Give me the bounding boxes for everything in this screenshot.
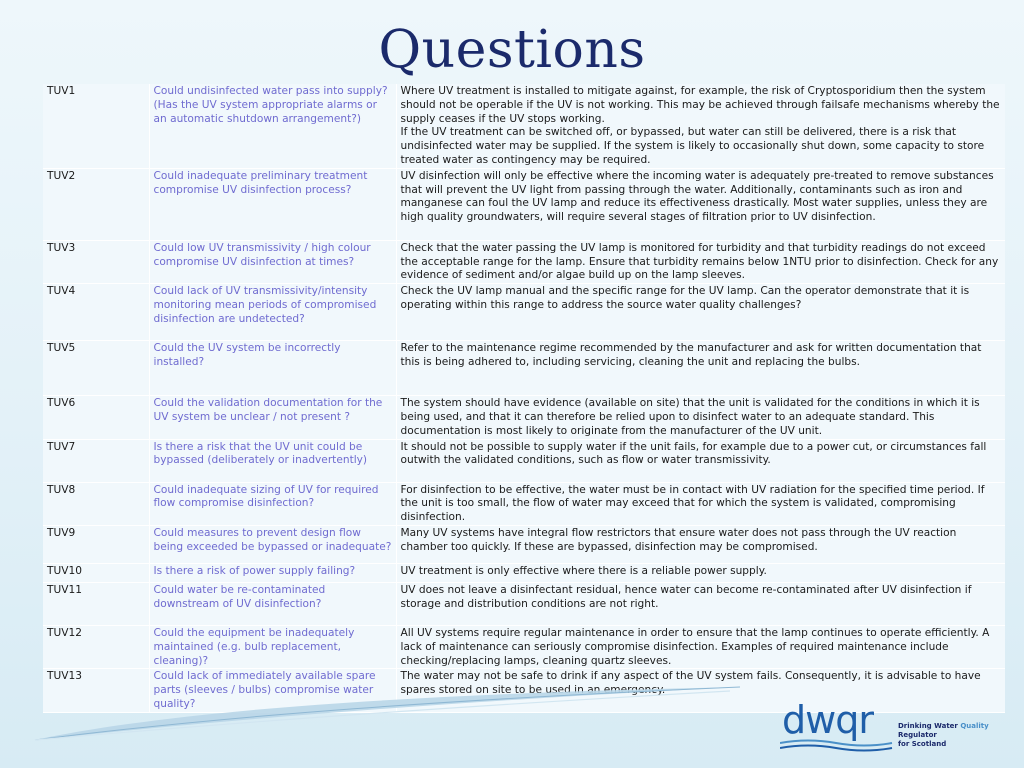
row-question: Could undisinfected water pass into supply? (Has the UV system appropriate alarms or an automatic shutdown arrangement?) — [149, 84, 396, 168]
row-question: Is there a risk that the UV unit could be bypassed (deliberately or inadvertently) — [149, 439, 396, 482]
row-answer: Refer to the maintenance regime recommended by the manufacturer and ask for written documentation that this is being adhered to, including servicing, cleaning the unit and replacing the bulbs. — [396, 341, 1005, 396]
logo-caption — [898, 722, 1010, 749]
row-question: Could inadequate preliminary treatment compromise UV disinfection process? — [149, 168, 396, 240]
row-question: Could low UV transmissivity / high colour compromise UV disinfection at times? — [149, 240, 396, 283]
row-answer: For disinfection to be effective, the water must be in contact with UV radiation for the specified time period. If the unit is too small, the flow of water may exceed that for which the system is validated, compromising disinfection. — [396, 482, 1005, 525]
row-question: Could measures to prevent design flow being exceeded be bypassed or inadequate? — [149, 525, 396, 563]
questions-table — [43, 84, 1005, 713]
page-title: Questions — [378, 20, 646, 80]
row-id: TUV8 — [43, 482, 149, 525]
row-id: TUV9 — [43, 525, 149, 563]
row-question: Could water be re-contaminated downstream of UV disinfection? — [149, 582, 396, 625]
row-question: Could inadequate sizing of UV for required flow compromise disinfection? — [149, 482, 396, 525]
logo-caption-line2: for Scotland — [898, 740, 947, 748]
row-answer: UV disinfection will only be effective where the incoming water is adequately pre-treated to remove substances that will prevent the UV light from passing through the water. Additionally, contaminants such as iron and manganese can foul the UV lamp and reduce its effectiveness drastically. Most water supplies, unless they are high quality groundwaters, will require several stages of filtration prior to UV disinfection. — [396, 168, 1005, 240]
row-answer: UV does not leave a disinfectant residual, hence water can become re-contaminated after UV disinfection if storage and distribution conditions are not right. — [396, 582, 1005, 625]
row-answer: Many UV systems have integral flow restrictors that ensure water does not pass through the UV reaction chamber too quickly. If these are bypassed, disinfection may be compromised. — [396, 525, 1005, 563]
row-id: TUV6 — [43, 396, 149, 439]
decorative-swoosh — [30, 685, 750, 745]
row-answer: Where UV treatment is installed to mitigate against, for example, the risk of Cryptosporidium then the system should not be operable if the UV is not working. This may be achieved through failsafe mechanisms whereby the supply ceases if the UV stops working. If the UV treatment can be switched off, or bypassed, but water can still be delivered, there is a risk that undisinfected water may be supplied. If the system is likely to occasionally shut down, some capacity to store treated water as contingency may be required. — [396, 84, 1005, 168]
table-row — [43, 482, 1005, 525]
row-id: TUV11 — [43, 582, 149, 625]
row-question: Could the UV system be incorrectly installed? — [149, 341, 396, 396]
row-id: TUV3 — [43, 240, 149, 283]
row-question: Could the validation documentation for the UV system be unclear / not present ? — [149, 396, 396, 439]
row-id: TUV10 — [43, 563, 149, 582]
row-question: Is there a risk of power supply failing? — [149, 563, 396, 582]
table-row — [43, 284, 1005, 341]
row-id: TUV7 — [43, 439, 149, 482]
table-row — [43, 525, 1005, 563]
table-row — [43, 439, 1005, 482]
row-answer: Check that the water passing the UV lamp is monitored for turbidity and that turbidity readings do not exceed the acceptable range for the lamp. Ensure that turbidity remains below 1NTU prior to disinfection. Check for any evidence of sediment and/or algae build up on the lamp sleeves. — [396, 240, 1005, 283]
row-question: Could lack of UV transmissivity/intensity monitoring mean periods of compromised disinfection are undetected? — [149, 284, 396, 341]
row-answer: UV treatment is only effective where there is a reliable power supply. — [396, 563, 1005, 582]
table-row — [43, 625, 1005, 668]
row-id: TUV2 — [43, 168, 149, 240]
table-row — [43, 84, 1005, 168]
dwqr-logo — [780, 700, 1010, 760]
table-row — [43, 168, 1005, 240]
table-row — [43, 563, 1005, 582]
logo-wordmark: dwqr — [782, 698, 873, 742]
logo-caption-part-c: Regulator — [898, 731, 937, 739]
row-id: TUV5 — [43, 341, 149, 396]
row-answer: All UV systems require regular maintenance in order to ensure that the lamp continues to operate efficiently. A lack of maintenance can seriously compromise disinfection. Examples of required maintenance include checking/replacing lamps, cleaning quartz sleeves. — [396, 625, 1005, 668]
table-row — [43, 582, 1005, 625]
row-question: Could lack of immediately available spare parts (sleeves / bulbs) compromise water quality? — [149, 669, 396, 712]
row-question: Could the equipment be inadequately maintained (e.g. bulb replacement, cleaning)? — [149, 625, 396, 668]
row-id: TUV1 — [43, 84, 149, 168]
logo-waves-icon — [780, 738, 895, 752]
row-answer: The water may not be safe to drink if any aspect of the UV system fails. Consequently, it is advisable to have spares stored on site to be used in an emergency. — [396, 669, 1005, 712]
logo-caption-quality: Quality — [960, 722, 989, 730]
row-id: TUV13 — [43, 669, 149, 712]
row-id: TUV12 — [43, 625, 149, 668]
row-answer: Check the UV lamp manual and the specific range for the UV lamp. Can the operator demonstrate that it is operating within this range to address the source water quality challenges? — [396, 284, 1005, 341]
row-answer: It should not be possible to supply water if the unit fails, for example due to a power cut, or circumstances fall outwith the validated conditions, such as flow or water transmissivity. — [396, 439, 1005, 482]
row-answer: The system should have evidence (available on site) that the unit is validated for the conditions in which it is being used, and that it can therefore be relied upon to disinfect water to an adequate standard. This documentation is most likely to originate from the manufacturer of the UV unit. — [396, 396, 1005, 439]
table-row — [43, 240, 1005, 283]
row-id: TUV4 — [43, 284, 149, 341]
logo-caption-part-a: Drinking Water — [898, 722, 961, 730]
table-row — [43, 341, 1005, 396]
table-row — [43, 396, 1005, 439]
